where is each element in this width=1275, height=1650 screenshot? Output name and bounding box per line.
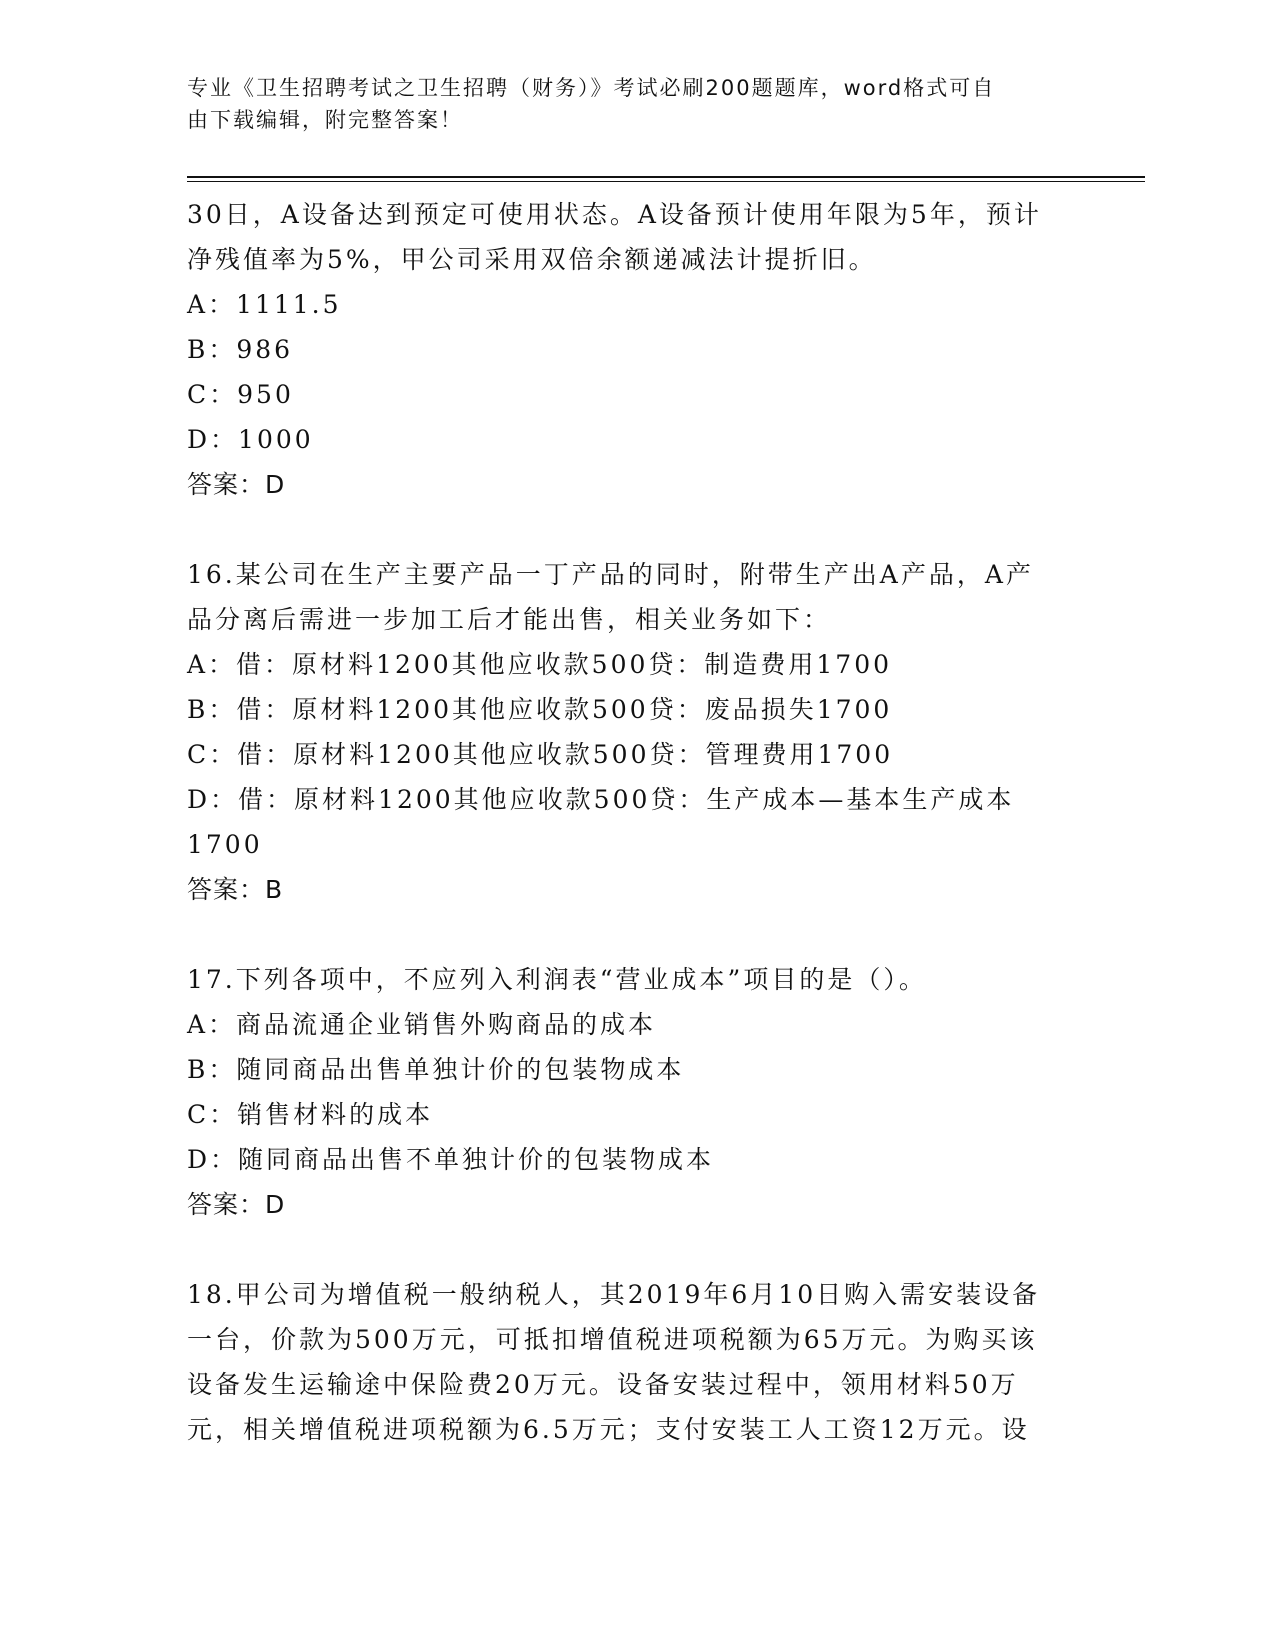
spacer <box>187 912 1087 957</box>
option-c: C：借：原材料1200其他应收款500贷：管理费用1700 <box>187 740 894 769</box>
option-d: D：随同商品出售不单独计价的包装物成本 <box>187 1145 715 1174</box>
question-16 <box>187 552 1087 912</box>
question-stem-line: 17.下列各项中，不应列入利润表“营业成本”项目的是（）。 <box>187 965 927 994</box>
spacer <box>187 507 1087 552</box>
option-a: A：商品流通企业销售外购商品的成本 <box>187 1010 657 1039</box>
answer: 答案：D <box>187 1190 286 1219</box>
option-b: B：986 <box>187 335 294 364</box>
question-18 <box>187 1272 1087 1452</box>
option-c: C：销售材料的成本 <box>187 1100 434 1129</box>
question-15 <box>187 192 1087 507</box>
question-stem-line: 设备发生运输途中保险费20万元。设备安装过程中，领用材料50万 <box>187 1370 1019 1399</box>
question-list <box>187 192 1087 1452</box>
option-b: B：随同商品出售单独计价的包装物成本 <box>187 1055 685 1084</box>
question-stem-line: 一台，价款为500万元，可抵扣增值税进项税额为65万元。为购买该 <box>187 1325 1038 1354</box>
header-rule-thin <box>187 181 1145 182</box>
answer: 答案：B <box>187 875 284 904</box>
option-d: D：1000 <box>187 425 314 454</box>
question-stem-line: 品分离后需进一步加工后才能出售，相关业务如下： <box>187 605 832 634</box>
option-a: A：借：原材料1200其他应收款500贷：制造费用1700 <box>187 650 893 679</box>
spacer <box>187 1227 1087 1272</box>
document-header <box>187 72 1087 136</box>
header-line-1: 专业《卫生招聘考试之卫生招聘（财务）》考试必刷200题题库，word格式可自 <box>187 76 996 100</box>
question-stem-line: 30日，A设备达到预定可使用状态。A设备预计使用年限为5年，预计 <box>187 200 1042 229</box>
answer: 答案：D <box>187 470 286 499</box>
option-c: C：950 <box>187 380 294 409</box>
question-stem-line: 18.甲公司为增值税一般纳税人，其2019年6月10日购入需安装设备 <box>187 1280 1041 1309</box>
option-d-continued: 1700 <box>187 830 263 859</box>
question-stem-line: 净残值率为5%，甲公司采用双倍余额递减法计提折旧。 <box>187 245 877 274</box>
option-a: A：1111.5 <box>187 290 342 319</box>
header-line-2: 由下载编辑，附完整答案！ <box>187 108 463 132</box>
option-b: B：借：原材料1200其他应收款500贷：废品损失1700 <box>187 695 893 724</box>
question-17 <box>187 957 1087 1227</box>
question-stem-line: 16.某公司在生产主要产品一丁产品的同时，附带生产出A产品，A产 <box>187 560 1034 589</box>
question-stem-line: 元，相关增值税进项税额为6.5万元；支付安装工人工资12万元。设 <box>187 1415 1030 1444</box>
option-d: D：借：原材料1200其他应收款500贷：生产成本—基本生产成本 <box>187 785 1015 814</box>
header-rule-thick <box>187 176 1145 178</box>
